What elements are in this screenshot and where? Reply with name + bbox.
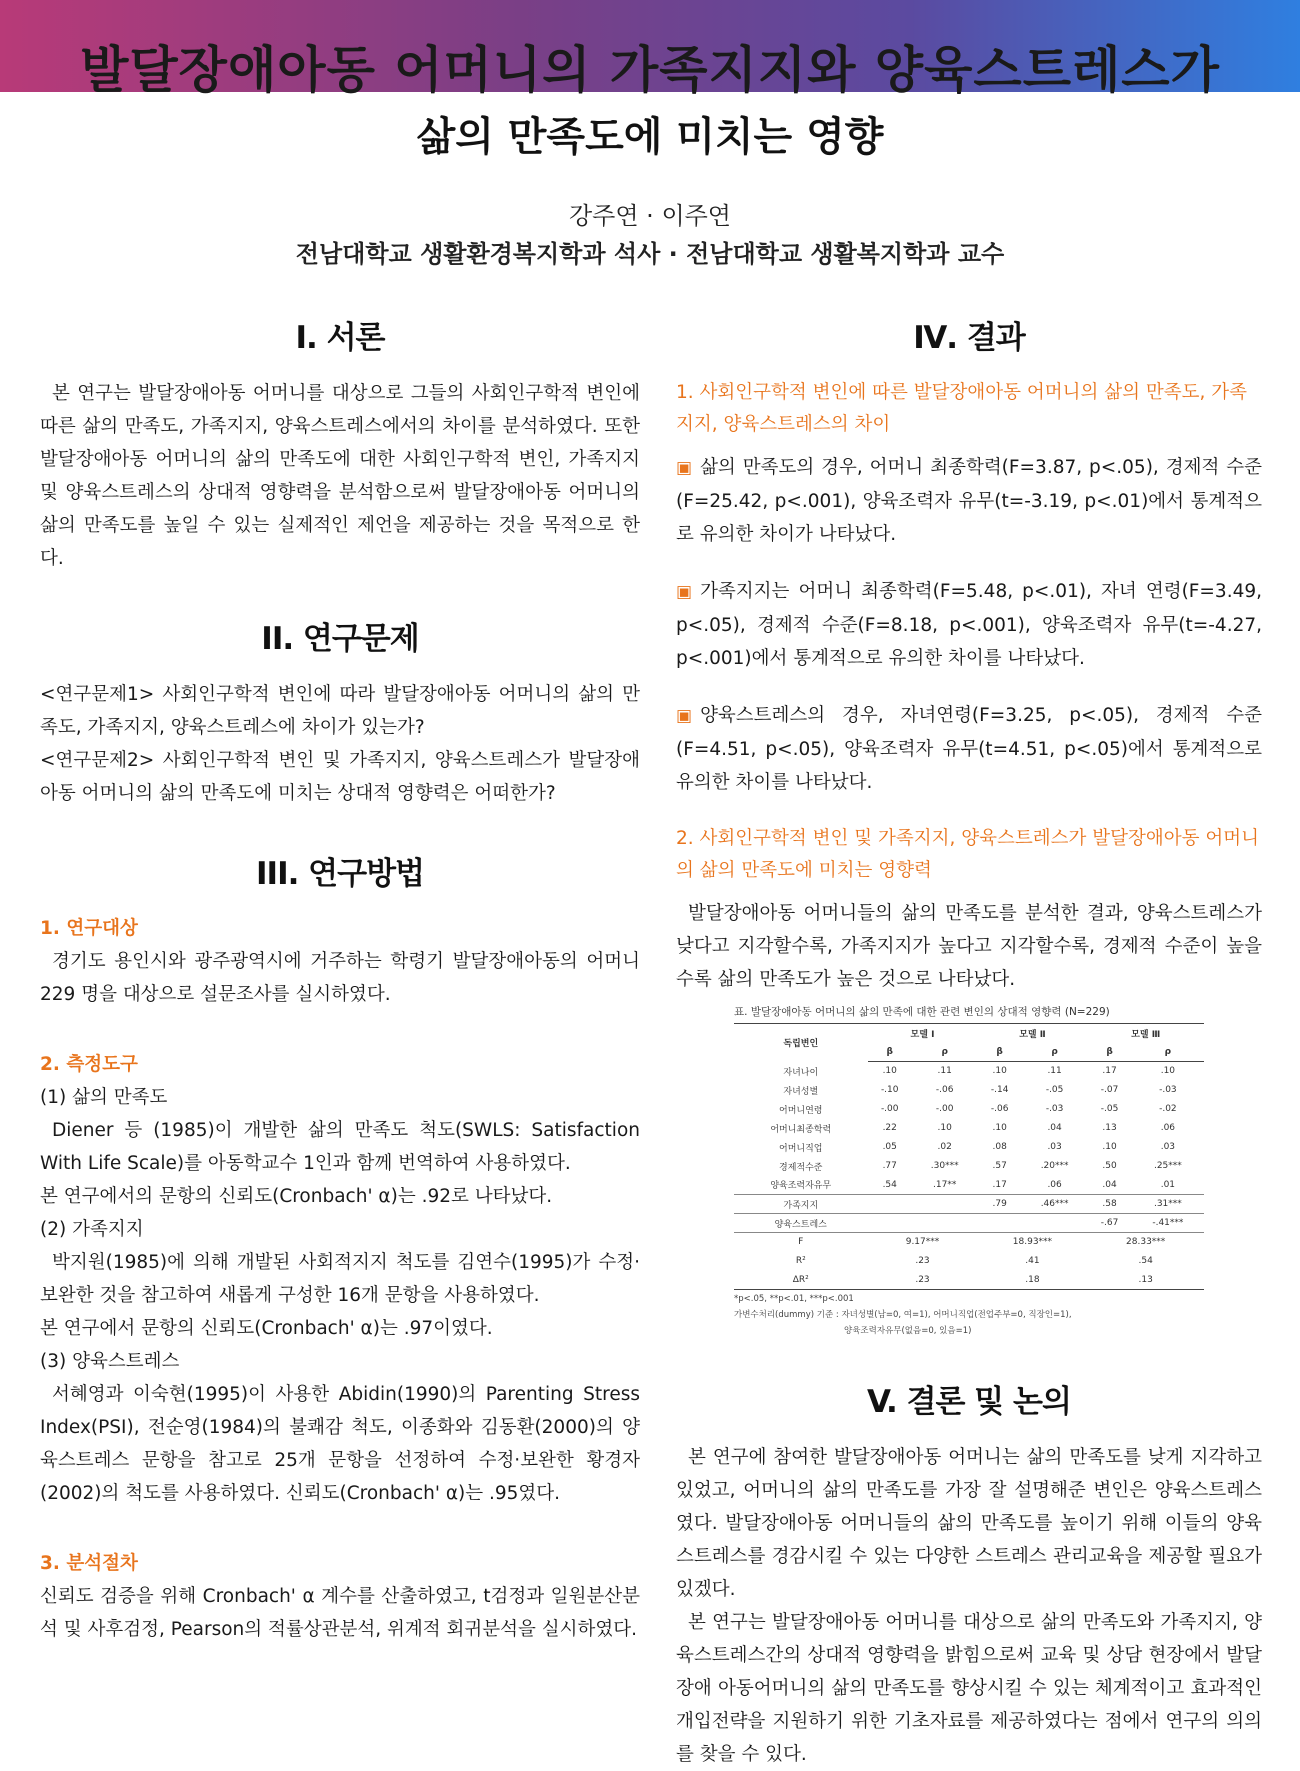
left-column — [40, 312, 640, 1646]
measure-1-title: (1) 삶의 만족도 — [40, 1087, 168, 1108]
table-row: 경제적수준 .77 .30*** .57 .20*** .50 .25*** — [779, 1161, 1182, 1173]
table-header-rho: ρ — [1022, 1043, 1088, 1062]
research-question-1: <연구문제1> 사회인구학적 변인에 따라 발달장애아동 어머니의 삶의 만족도, 가족지지, 양육스트레스에 차이가 있는가? — [40, 684, 640, 738]
table-row: 양육스트레스 -.67 -.41*** — [734, 1214, 1204, 1233]
table-header-model-1: 모델 Ⅰ — [868, 1024, 978, 1043]
square-bullet-icon: ▣ — [676, 706, 693, 726]
table-header-variable: 독립변인 — [734, 1024, 868, 1062]
table-header-beta: β — [1087, 1043, 1131, 1062]
subheading-instruments: 2. 측정도구 — [40, 1054, 138, 1075]
table-header-model-2: 모델 Ⅱ — [977, 1024, 1087, 1043]
subjects-body: 경기도 용인시와 광주광역시에 거주하는 학령기 발달장애아동의 어머니 229 명을 대상으로 설문조사를 실시하였다. — [40, 951, 640, 1005]
section-heading-methods: III. 연구방법 — [256, 856, 424, 892]
square-bullet-icon: ▣ — [676, 458, 693, 478]
table-stat-row: F 9.17*** 18.93*** 28.33*** — [734, 1233, 1204, 1252]
table-note-dummy-cont: 양육조력자유무(없음=0, 있음=1) — [844, 1326, 972, 1336]
table-row: 가족지지 .79 .46*** .58 .31*** — [734, 1195, 1204, 1214]
measure-2-title: (2) 가족지지 — [40, 1219, 144, 1240]
result-item-3: ▣ 양육스트레스의 경우, 자녀연령(F=3.25, p<.05), 경제적 수준(F=4.51, p<.05), 양육조력자 유무(t=4.51, p<.05)에서 통계적으로 유의한 차이를 나타났다. — [676, 705, 1262, 793]
table-row: 어머니직업 .05 .02 .08 .03 .10 .03 — [779, 1142, 1176, 1154]
measure-1-reliability: 본 연구에서의 문항의 신뢰도(Cronbach' α)는 .92로 나타났다. — [40, 1186, 553, 1207]
table-row: 어머니최종학력 .22 .10 .10 .04 .13 .06 — [770, 1123, 1176, 1135]
section-heading-conclusion: V. 결론 및 논의 — [867, 1384, 1071, 1420]
right-column — [676, 312, 1262, 1771]
table-caption: 표. 발달장애아동 어머니의 삶의 만족에 대한 관련 변인의 상대적 영향력 (N=229) — [734, 1006, 1110, 1018]
subheading-subjects: 1. 연구대상 — [40, 918, 138, 939]
subheading-analysis: 3. 분석절차 — [40, 1553, 138, 1574]
authors: 강주연 · 이주연 — [569, 202, 731, 230]
subheading-results-2: 2. 사회인구학적 변인 및 가족지지, 양육스트레스가 발달장애아동 어머니의 삶의 만족도에 미치는 영향력 — [676, 828, 1259, 881]
measure-3-title: (3) 양육스트레스 — [40, 1351, 180, 1372]
title-line-2: 삶의 만족도에 미치는 영향 — [416, 114, 884, 160]
measure-2-body: 박지원(1985)에 의해 개발된 사회적지지 척도를 김연수(1995)가 수정·보완한 것을 참고하여 새롭게 구성한 16개 문항을 사용하였다. — [40, 1252, 640, 1306]
table-header-beta: β — [868, 1043, 912, 1062]
table-stat-row: R² .23 .41 .54 — [795, 1256, 1153, 1266]
table-row: 어머니연령 -.00 -.00 -.06 -.03 -.05 -.02 — [779, 1104, 1177, 1116]
table-stat-row: ΔR² .23 .18 .13 — [734, 1271, 1204, 1290]
table-row: 양육조력자유무 .54 .17** .17 .06 .04 .01 — [770, 1179, 1176, 1192]
title-line-1: 발달장애아동 어머니의 가족지지와 양육스트레스가 — [80, 41, 1220, 99]
result-item-1: ▣ 삶의 만족도의 경우, 어머니 최종학력(F=3.87, p<.05), 경제적 수준(F=25.42, p<.001), 양육조력자 유무(t=-3.19, p<.01)에서 통계적으로 유의한 차이가 나타났다. — [676, 457, 1262, 545]
measure-1-body: Diener 등 (1985)이 개발한 삶의 만족도 척도(SWLS: Satisfaction With Life Scale)를 아동학교수 1인과 함께 번역하여 사용하였다. — [40, 1120, 640, 1174]
section-heading-research-questions: II. 연구문제 — [261, 621, 419, 657]
regression-table — [734, 1004, 1204, 1338]
measure-3-body: 서혜영과 이숙현(1995)이 사용한 Abidin(1990)의 Parenting Stress Index(PSI), 전순영(1984)의 불쾌감 척도, 이종화와 김동환(2000)의 양육스트레스 문항을 참고로 25개 문항을 선정하여 수정·보완한 황경자(2002)의 척도를 사용하였다. 신뢰도(Cronbach' α)는 .95였다. — [40, 1384, 640, 1504]
measure-2-reliability: 본 연구에서 문항의 신뢰도(Cronbach' α)는 .97이였다. — [40, 1318, 493, 1339]
table-header-rho: ρ — [912, 1043, 978, 1062]
research-question-2: <연구문제2> 사회인구학적 변인 및 가족지지, 양육스트레스가 발달장애아동 어머니의 삶의 만족도에 미치는 상대적 영향력은 어떠한가? — [40, 750, 640, 804]
analysis-body: 신뢰도 검증을 위해 Cronbach' α 계수를 산출하였고, t검정과 일원분산분석 및 사후검정, Pearson의 적률상관분석, 위계적 회귀분석을 실시하였다. — [40, 1586, 640, 1640]
section-heading-results: Ⅳ. 결과 — [913, 320, 1025, 356]
section-heading-introduction: I. 서론 — [295, 320, 385, 356]
table-header-rho: ρ — [1132, 1043, 1204, 1062]
table-row: 자녀나이 .10 .11 .10 .11 .17 .10 — [783, 1066, 1176, 1078]
affiliation: 전남대학교 생활환경복지학과 석사 · 전남대학교 생활복지학과 교수 — [295, 240, 1005, 268]
table-note-significance: *p<.05, **p<.01, ***p<.001 — [734, 1294, 854, 1304]
square-bullet-icon: ▣ — [676, 582, 693, 602]
subheading-results-1: 1. 사회인구학적 변인에 따른 발달장애아동 어머니의 삶의 만족도, 가족지지, 양육스트레스의 차이 — [676, 382, 1247, 435]
results-2-body: 발달장애아동 어머니들의 삶의 만족도를 분석한 결과, 양육스트레스가 낮다고 지각할수록, 가족지지가 높다고 지각할수록, 경제적 수준이 높을수록 삶의 만족도가 높은 것으로 나타났다. — [676, 903, 1262, 990]
table-header-beta: β — [977, 1043, 1021, 1062]
result-item-2: ▣ 가족지지는 어머니 최종학력(F=5.48, p<.01), 자녀 연령(F=3.49, p<.05), 경제적 수준(F=8.18, p<.001), 양육조력자 유무(t=-4.27, p<.001)에서 통계적으로 유의한 차이를 나타났다. — [676, 581, 1262, 669]
conclusion-paragraph-2: 본 연구는 발달장애아동 어머니를 대상으로 삶의 만족도와 가족지지, 양육스트레스간의 상대적 영향력을 밝힘으로써 교육 및 상담 현장에서 발달장애 아동어머니의 삶의 만족도를 향상시킬 수 있는 체계적이고 효과적인 개입전략을 지원하기 위한 기초자료를 제공하였다는 점에서 연구의 의의를 찾을 수 있다. — [676, 1612, 1262, 1765]
table-header-model-3: 모델 Ⅲ — [1087, 1024, 1204, 1043]
table-note-dummy: 가변수처리(dummy) 기준 : 자녀성별(남=0, 여=1), 어머니직업(전업주부=0, 직장인=1), — [734, 1310, 1072, 1320]
conclusion-paragraph-1: 본 연구에 참여한 발달장애아동 어머니는 삶의 만족도를 낮게 지각하고 있었고, 어머니의 삶의 만족도를 가장 잘 설명해준 변인은 양육스트레스였다. 발달장애아동 어머니들의 삶의 만족도를 높이기 위해 이들의 양육스트레스를 경감시킬 수 있는 다양한 스트레스 관리교육을 제공할 필요가 있겠다. — [676, 1447, 1262, 1600]
table-row: 자녀성별 -.10 -.06 -.14 -.05 -.07 -.03 — [783, 1085, 1177, 1097]
introduction-body: 본 연구는 발달장애아동 어머니를 대상으로 그들의 사회인구학적 변인에 따른 삶의 만족도, 가족지지, 양육스트레스에서의 차이를 분석하였다. 또한 발달장애아동 어머니의 삶의 만족도에 대한 사회인구학적 변인, 가족지지 및 양육스트레스의 상대적 영향력을 분석함으로써 발달장애아동 어머니의 삶의 만족도를 높일 수 있는 실제적인 제언을 제공하는 것을 목적으로 한다. — [40, 383, 640, 569]
